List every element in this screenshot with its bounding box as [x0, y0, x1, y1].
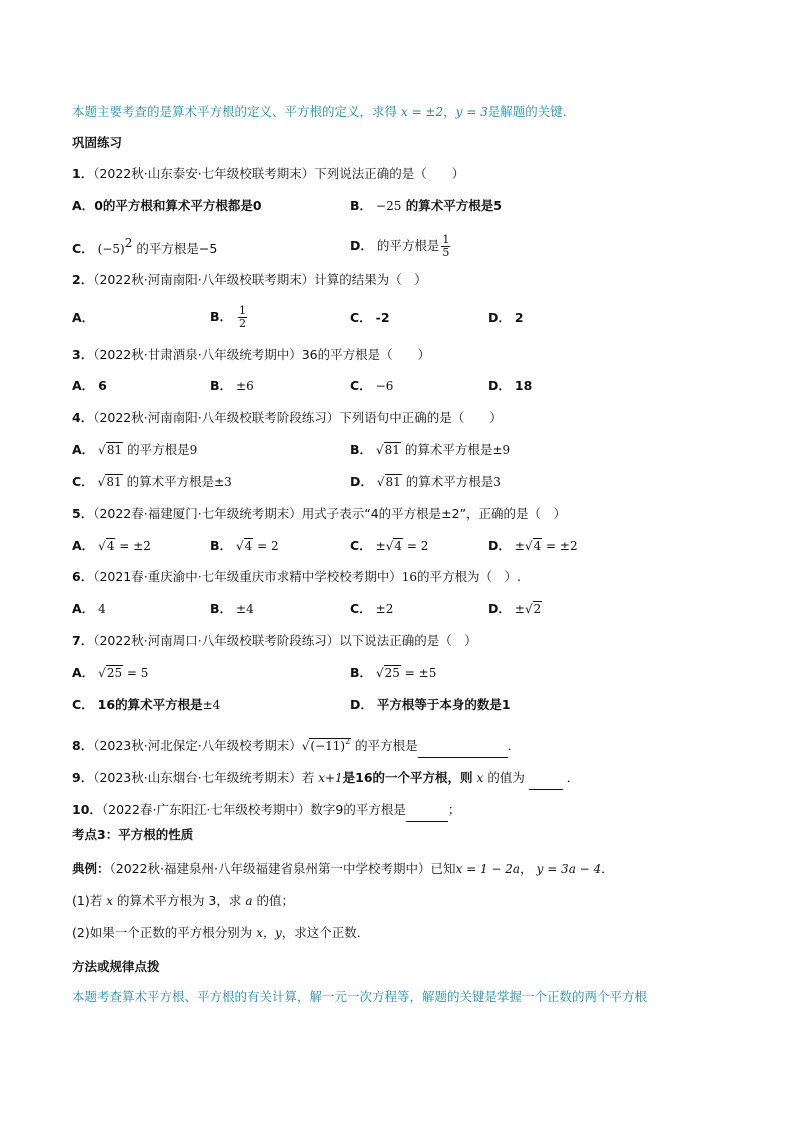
sqrt: √81	[98, 443, 123, 457]
radicand: 25	[384, 666, 400, 680]
option-text: 16的算术平方根是	[97, 697, 203, 712]
option-letter: A．	[72, 378, 95, 393]
fraction-denominator: 5	[442, 246, 450, 259]
option-letter: A．	[72, 538, 95, 553]
fraction-denominator: 2	[239, 317, 247, 330]
question-number: 9．	[72, 770, 94, 785]
option-post: = 2	[403, 539, 429, 553]
question-stem: （2023秋·河北保定·八年级校考期末）	[93, 738, 302, 753]
part-text: (1)若	[72, 893, 107, 908]
sqrt: √4	[98, 539, 115, 553]
option-letter: C．	[350, 378, 372, 393]
option-letter: D．	[488, 538, 511, 553]
radicand: 81	[384, 443, 400, 457]
question-number: 8．	[72, 738, 94, 753]
q7-option-d	[350, 696, 511, 714]
radicand: 81	[106, 443, 123, 457]
option-math: ±6	[236, 379, 254, 393]
question-8	[72, 733, 520, 758]
option-letter: C．	[72, 241, 94, 256]
option-pre: ±	[375, 539, 386, 553]
part-text: 的算术平方根为 3，求	[112, 893, 246, 908]
option-text: 0的平方根和算术平方根都是0	[94, 198, 262, 213]
option-letter: B．	[350, 665, 373, 680]
q5-option-b	[210, 537, 279, 555]
radicand: 4	[106, 539, 115, 553]
question-stem: （2022春·广东阳江·七年级校考期中）数字9的平方根是	[101, 802, 406, 817]
blank-tail: ．	[507, 738, 521, 753]
option-letter: A．	[72, 198, 95, 213]
sqrt: √25	[98, 666, 123, 680]
question-stem: （2022秋·甘肃酒泉·八年级统考期中）36的平方根是（ ）	[93, 347, 431, 362]
example-part-1	[72, 892, 294, 910]
example-line	[72, 860, 614, 878]
option-letter: B．	[350, 198, 373, 213]
q1-option-c	[72, 234, 217, 258]
option-text: 的平方根是−5	[132, 241, 218, 256]
method-heading: 方法或规律点拨	[72, 959, 160, 974]
option-text: 的平方根是	[123, 442, 190, 457]
question-stem: （2022秋·山东泰安·七年级校联考期末）下列说法正确的是（ ）	[93, 166, 465, 181]
question-number: 1．	[72, 166, 94, 181]
stem-math: x+1	[318, 771, 343, 785]
option-text: 的算术平方根是	[400, 442, 493, 457]
option-math: 3	[493, 475, 501, 489]
q3-option-d	[488, 377, 532, 395]
intro-x-eq: x = ±2	[400, 105, 444, 119]
q6-option-d	[488, 600, 542, 618]
option-letter: B．	[350, 442, 373, 457]
q3-option-a	[72, 377, 107, 395]
option-letter: B．	[210, 601, 233, 616]
option-letter: A．	[72, 442, 95, 457]
option-letter: A．	[72, 665, 95, 680]
option-letter: D．	[350, 697, 373, 712]
fraction	[238, 305, 247, 330]
sqrt: √81	[376, 443, 400, 457]
example-x-def: x = 1 − 2a	[455, 862, 521, 876]
sqrt: √81	[97, 475, 122, 489]
example-part-2	[72, 924, 369, 942]
answer-blank[interactable]	[406, 803, 448, 822]
radicand: 2	[533, 602, 542, 616]
question-number: 4．	[72, 410, 94, 425]
option-math: 9	[189, 443, 198, 457]
blank-tail: ．	[566, 770, 580, 785]
option-letter: A．	[72, 601, 95, 616]
kaodian-heading: 考点3：平方根的性质	[72, 827, 194, 842]
intro-text-end: 是解题的关键．	[487, 104, 576, 119]
q5-option-c	[350, 537, 428, 555]
q5-option-d	[488, 537, 578, 555]
question-7	[72, 632, 477, 650]
q7-option-b	[350, 664, 436, 682]
q2-option-b	[210, 305, 249, 330]
option-post: = 2	[253, 539, 279, 553]
question-1	[72, 165, 464, 183]
option-text: 6	[98, 378, 107, 393]
option-text: 2	[514, 310, 524, 325]
option-letter: D．	[488, 310, 511, 325]
question-number: 5．	[72, 506, 94, 521]
q5-option-a	[72, 537, 151, 555]
question-number: 10．	[72, 802, 102, 817]
option-text: -2	[375, 310, 390, 325]
question-stem: （2022秋·河南南阳·八年级校联考期末）计算的结果为（ ）	[93, 272, 427, 287]
option-pre: ±	[514, 539, 525, 553]
question-stem: （2022春·福建厦门·七年级统考期末）用式子表示“4的平方根是±2”，正确的是（ ）	[93, 506, 567, 521]
example-y-def: y = 3a − 4	[536, 862, 602, 876]
q1-option-a	[72, 197, 262, 215]
option-letter: C．	[350, 538, 372, 553]
intro-text: 本题主要考查的是算术平方根的定义、平方根的定义，求得	[72, 104, 401, 119]
question-5	[72, 505, 566, 523]
part-text: (2)如果一个正数的平方根分别为	[72, 925, 257, 940]
question-stem: （2023秋·山东烟台·七年级统考期末）若	[93, 770, 319, 785]
blank-tail: ；	[447, 802, 461, 817]
sqrt: √4	[236, 539, 253, 553]
option-text: 的平方根是	[376, 238, 440, 253]
stem-var: x	[476, 771, 484, 785]
part-text: ，求这个正数．	[281, 925, 370, 940]
sqrt: √4	[524, 539, 542, 553]
option-text: 的算术平方根是	[122, 474, 215, 489]
sqrt: √4	[385, 539, 403, 553]
intro-line	[72, 103, 575, 121]
q6-option-b	[210, 600, 254, 618]
question-6	[72, 568, 521, 586]
option-math: ±4	[236, 602, 254, 616]
question-stem-tail: 的平方根是	[351, 738, 418, 753]
fraction	[441, 234, 450, 259]
option-letter: A．	[72, 310, 95, 325]
option-letter: D．	[350, 474, 373, 489]
option-math: ±2	[375, 602, 394, 616]
radicand: 4	[244, 539, 253, 553]
question-number: 2．	[72, 272, 94, 287]
sqrt: √2	[524, 602, 542, 616]
option-letter: D．	[488, 378, 511, 393]
part-var: a	[245, 894, 253, 908]
q2-option-c	[350, 309, 390, 327]
q4-option-b	[350, 441, 510, 459]
option-letter: B．	[210, 538, 233, 553]
question-stem-tail: 的平方根为（ ）.	[417, 569, 521, 584]
option-post: = ±2	[115, 539, 151, 553]
fraction-numerator: 1	[239, 304, 247, 317]
radicand: 81	[106, 475, 122, 489]
q7-option-a	[72, 664, 148, 682]
q4-option-a	[72, 441, 197, 459]
question-stem: （2022秋·河南周口·八年级校联考阶段练习）以下说法正确的是（ ）	[93, 633, 477, 648]
q2-option-a	[72, 309, 94, 327]
option-letter: C．	[350, 601, 372, 616]
question-3	[72, 346, 430, 364]
option-text: 18	[514, 378, 533, 393]
question-number: 3．	[72, 347, 94, 362]
example-end: ．	[601, 861, 614, 876]
q2-option-d	[488, 309, 524, 327]
part-text: 的值；	[252, 893, 294, 908]
radicand: 4	[533, 539, 542, 553]
q6-option-c	[350, 600, 393, 618]
option-text: 的算术平方根是5	[401, 198, 502, 213]
q7-option-c	[72, 696, 220, 714]
question-10	[72, 801, 460, 822]
option-math: 4	[98, 602, 106, 616]
example-sep: ，	[520, 861, 533, 876]
sqrt: $√(-11)^2$	[301, 737, 351, 753]
part-var: x	[106, 894, 113, 908]
q3-option-c	[350, 377, 393, 395]
intro-y-eq: y = 3	[455, 105, 488, 119]
q4-option-c	[72, 473, 232, 491]
question-stem-tail2: 的值为	[487, 770, 525, 785]
option-text: 的算术平方根是	[401, 474, 494, 489]
question-9	[72, 769, 579, 790]
option-letter: D．	[488, 601, 511, 616]
sqrt: √25	[376, 666, 400, 680]
part-var: x，y	[256, 926, 282, 940]
question-2	[72, 271, 427, 289]
example-stem: （2022秋·福建泉州·八年级福建省泉州第一中学校考期中）已知	[109, 861, 456, 876]
option-letter: C．	[350, 310, 372, 325]
option-math: (−5)	[97, 242, 125, 256]
option-sup: 2	[124, 236, 133, 250]
radicand-text: (−11)	[310, 739, 346, 753]
radicand: 4	[394, 539, 403, 553]
question-stem: （2021春·重庆渝中·七年级重庆市求精中学校校考期中）	[93, 569, 402, 584]
option-pre: ±	[514, 602, 525, 616]
option-post: = 5	[123, 666, 149, 680]
question-number: 6．	[72, 569, 94, 584]
option-letter: C．	[72, 697, 94, 712]
example-label: 典例：	[72, 861, 110, 876]
option-math: ±3	[214, 475, 232, 489]
option-letter: C．	[72, 474, 94, 489]
fraction-numerator: 1	[442, 233, 450, 246]
option-letter: D．	[350, 238, 373, 253]
method-text: 本题考查算术平方根、平方根的有关计算，解一元一次方程等，解题的关键是掌握一个正数的两个平方根	[72, 989, 648, 1004]
option-math: −25	[376, 199, 402, 213]
option-letter: B．	[210, 378, 233, 393]
q6-option-a	[72, 600, 106, 618]
q1-option-d	[350, 234, 452, 259]
section-heading: 巩固练习	[72, 135, 123, 150]
option-math: −6	[375, 379, 394, 393]
answer-blank[interactable]	[418, 739, 508, 758]
option-math: ±4	[202, 698, 221, 712]
option-post: = ±5	[400, 666, 437, 680]
stem-math: 16	[401, 570, 417, 584]
q4-option-d	[350, 473, 501, 491]
radicand: 25	[106, 666, 123, 680]
option-post: = ±2	[542, 539, 578, 553]
option-math: ±9	[492, 443, 511, 457]
sqrt: √81	[376, 475, 401, 489]
answer-blank[interactable]	[529, 771, 563, 790]
radicand: 81	[385, 475, 401, 489]
question-number: 7．	[72, 633, 94, 648]
radicand	[309, 738, 351, 753]
intro-sep: ，	[443, 104, 456, 119]
option-letter: B．	[210, 309, 233, 324]
q3-option-b	[210, 377, 254, 395]
radicand-sup: 2	[345, 737, 351, 746]
question-stem: （2022秋·河南南阳·八年级校联考阶段练习）下列语句中正确的是（ ）	[93, 410, 502, 425]
option-text: 平方根等于本身的数是1	[376, 697, 511, 712]
question-4	[72, 409, 502, 427]
q1-option-b	[350, 197, 502, 215]
question-stem-tail: 是16的一个平方根，则	[342, 770, 473, 785]
